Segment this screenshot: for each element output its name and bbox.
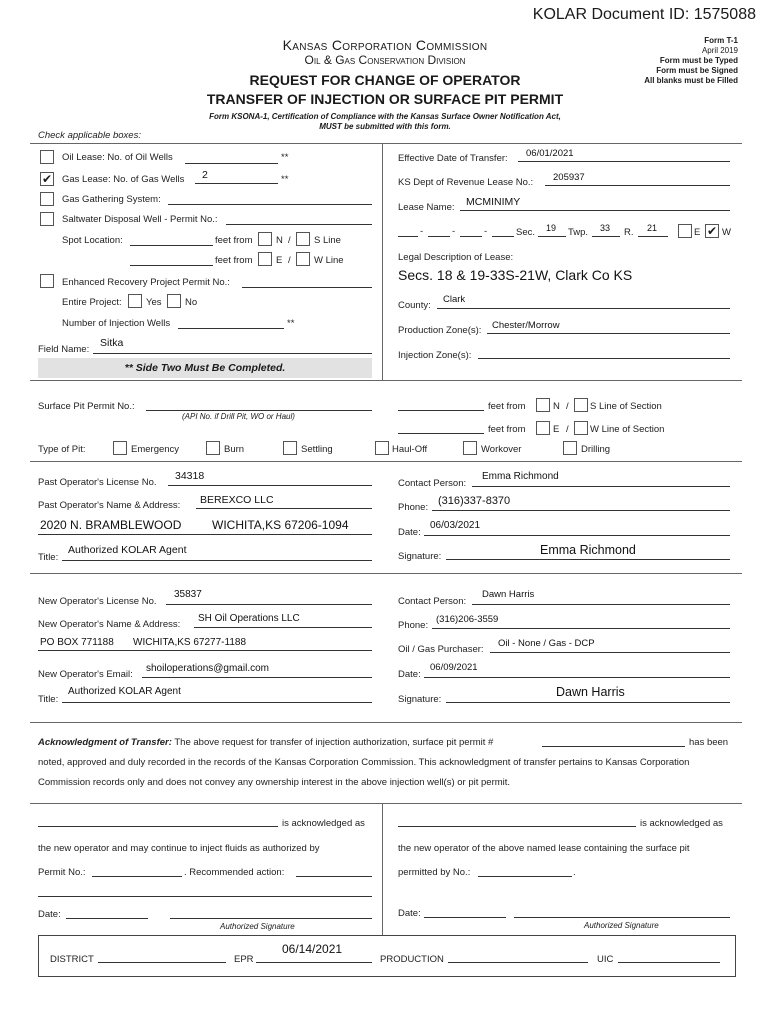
right-permitted-by-line (478, 876, 572, 877)
new-signature-label: Signature: (398, 694, 442, 705)
new-phone-line (432, 628, 730, 629)
right-ack-label: is acknowledged as (640, 818, 723, 829)
new-address-street[interactable]: PO BOX 771188 (40, 637, 114, 648)
legal-description-label: Legal Description of Lease: (398, 252, 514, 263)
range-w-checkbox[interactable]: ✔ (706, 224, 718, 238)
twp-value[interactable]: 33 (600, 223, 611, 233)
production-line (448, 962, 588, 963)
new-phone-label: Phone: (398, 620, 429, 631)
ksdor-lease-value[interactable]: 205937 (553, 172, 585, 183)
past-title-value[interactable]: Authorized KOLAR Agent (68, 544, 187, 556)
sec-line (538, 236, 566, 237)
sec-label: Sec. (516, 227, 536, 238)
spot-ns-slash: / (288, 235, 291, 246)
past-title-label: Title: (38, 552, 59, 563)
epr-line (256, 962, 372, 963)
production-zones-label: Production Zone(s): (398, 325, 482, 336)
pit-haul-off-checkbox[interactable] (375, 441, 389, 455)
left-ack-label: is acknowledged as (282, 818, 365, 829)
new-purchaser-label: Oil / Gas Purchaser: (398, 644, 484, 655)
ksdor-lease-line (545, 185, 730, 186)
entire-yes-label: Yes (146, 297, 162, 308)
ack-bold-label: Acknowledgment of Transfer: (38, 737, 172, 748)
left-date-line (66, 918, 148, 919)
form-title-1: REQUEST FOR CHANGE OF OPERATOR (249, 72, 521, 88)
pit-e-label: E (553, 424, 560, 435)
injection-zones-line (478, 358, 730, 359)
document-id: KOLAR Document ID: 1575088 (532, 6, 756, 23)
left-extra-line (38, 896, 372, 897)
injection-wells-label: Number of Injection Wells (62, 318, 171, 329)
right-period: . (573, 867, 576, 878)
form-revision: April 2019 (701, 46, 738, 55)
field-name-label: Field Name: (38, 344, 90, 355)
left-permit-label: Permit No.: (38, 867, 86, 878)
entire-yes-checkbox[interactable] (128, 294, 142, 308)
new-address-line (38, 650, 372, 651)
past-address-line (38, 534, 372, 535)
gas-wells-value[interactable]: 2 (202, 169, 208, 181)
left-signature-line (170, 918, 372, 919)
new-title-label: Title: (38, 694, 59, 705)
left-ack-text: the new operator and may continue to inject fluids as authorized by (38, 843, 320, 854)
form-title-2: TRANSFER OF INJECTION OR SURFACE PIT PERMIT (206, 91, 564, 107)
pit-type-label: Type of Pit: (38, 444, 86, 455)
new-signature-value[interactable]: Dawn Harris (556, 685, 625, 699)
swd-checkbox[interactable] (40, 212, 54, 226)
ksona-note-1: Form KSONA-1, Certification of Compliance with the Kansas Surface Owner Notification Act, (209, 112, 561, 121)
range-value[interactable]: 21 (647, 223, 658, 233)
past-license-line (168, 485, 372, 486)
pit-haul-off-label: Haul-Off (392, 444, 428, 455)
oil-lease-label: Oil Lease: No. of Oil Wells (62, 152, 173, 163)
new-date-line (424, 677, 730, 678)
new-email-line (142, 677, 372, 678)
past-name-line (196, 508, 372, 509)
spot-e-checkbox[interactable] (258, 252, 272, 266)
spot-s-label: S Line (314, 235, 341, 246)
gas-gathering-line (168, 204, 372, 205)
spot-w-checkbox[interactable] (296, 252, 310, 266)
past-date-label: Date: (398, 527, 421, 538)
entire-project-label: Entire Project: (62, 297, 122, 308)
ack-top-rule (30, 722, 742, 723)
side-two-text: ** Side Two Must Be Completed. (124, 362, 286, 374)
ack-line-1 (38, 737, 493, 748)
spot-location-label: Spot Location: (62, 235, 123, 246)
gas-wells-line (195, 183, 278, 184)
spot-w-label: W Line (314, 255, 344, 266)
past-date-value[interactable]: 06/03/2021 (430, 520, 481, 531)
range-e-checkbox[interactable] (678, 224, 692, 238)
check-boxes-label: Check applicable boxes: (38, 130, 141, 141)
pit-e-checkbox[interactable] (536, 421, 550, 435)
injection-zones-label: Injection Zone(s): (398, 350, 472, 361)
field-name-line (93, 353, 372, 354)
new-contact-label: Contact Person: (398, 596, 467, 607)
county-label: County: (398, 300, 431, 311)
past-address-city[interactable]: WICHITA,KS 67206-1094 (212, 518, 349, 532)
past-name-value[interactable]: BEREXCO LLC (200, 494, 274, 506)
right-permitted-by-label: permitted by No.: (398, 867, 471, 878)
past-signature-line (446, 559, 730, 560)
spot-ew-feet-from: feet from (215, 255, 253, 266)
pit-section-top-rule (30, 380, 742, 381)
swd-permit-line (226, 224, 372, 225)
oil-wells-line (185, 163, 278, 164)
new-contact-line (472, 604, 730, 605)
pit-w-checkbox[interactable] (574, 421, 588, 435)
form-number: Form T-1 (704, 36, 738, 45)
qtr-line-3 (460, 236, 482, 237)
range-e-label: E (694, 227, 701, 238)
new-email-value[interactable]: shoiloperations@gmail.com (146, 663, 269, 674)
range-w-label: W (722, 227, 731, 238)
new-name-line (194, 627, 372, 628)
pit-w-label: W Line of Section (590, 424, 665, 435)
pit-s-label: S Line of Section (590, 401, 662, 412)
new-name-address-label: New Operator's Name & Address: (38, 619, 181, 630)
oil-lease-checkbox[interactable] (40, 150, 54, 164)
pit-n-checkbox[interactable] (536, 398, 550, 412)
lease-name-label: Lease Name: (398, 202, 455, 213)
ack-line-3: Commission records only and does not convey any ownership interest in the above injection well(s) or pit permit. (38, 777, 511, 788)
pit-ns-feet-from: feet from (488, 401, 526, 412)
past-phone-line (432, 510, 730, 511)
spot-ew-feet-line (130, 265, 213, 266)
new-operator-top-rule (30, 573, 742, 574)
left-recommended-label: . Recommended action: (184, 867, 285, 878)
section1-divider (382, 143, 383, 380)
form-requirement-filled: All blanks must be Filled (644, 76, 738, 85)
district-line (98, 962, 226, 963)
new-contact-value[interactable]: Dawn Harris (482, 589, 535, 600)
district-label: DISTRICT (50, 954, 94, 965)
qtr-line-2 (428, 236, 450, 237)
right-date-line (424, 917, 506, 918)
twp-label: Twp. (568, 227, 589, 238)
spot-e-label: E (276, 255, 283, 266)
pit-burn-label: Burn (224, 444, 245, 455)
pit-drilling-checkbox[interactable] (563, 441, 577, 455)
injection-wells-line (178, 328, 284, 329)
twp-line (592, 236, 620, 237)
past-signature-value[interactable]: Emma Richmond (540, 543, 636, 557)
spot-ns-feet-from: feet from (215, 235, 253, 246)
gas-wells-stars: ** (281, 174, 289, 185)
past-signature-label: Signature: (398, 551, 442, 562)
lease-name-value[interactable]: MCMINIMY (466, 196, 521, 208)
past-operator-top-rule (30, 461, 742, 462)
field-name-value[interactable]: Sitka (100, 337, 124, 349)
qtr-dash-2: - (452, 226, 456, 237)
pit-ns-feet-line (398, 410, 484, 411)
past-name-address-label: Past Operator's Name & Address: (38, 500, 181, 511)
left-recommended-line (296, 876, 372, 877)
right-auth-signature: Authorized Signature (584, 921, 659, 930)
legal-description-value[interactable]: Secs. 18 & 19-33S-21W, Clark Co KS (398, 267, 633, 283)
pit-settling-label: Settling (301, 444, 333, 455)
production-zones-value[interactable]: Chester/Morrow (492, 320, 560, 331)
spot-s-checkbox[interactable] (296, 232, 310, 246)
form-requirement-typed: Form must be Typed (659, 56, 738, 65)
ack-line-1-text: The above request for transfer of injection authorization, surface pit permit # (174, 737, 494, 748)
spot-ns-feet-line (130, 245, 213, 246)
past-phone-value[interactable]: (316)337-8370 (438, 495, 511, 507)
new-name-value[interactable]: SH Oil Operations LLC (198, 613, 300, 624)
range-line (638, 236, 668, 237)
new-date-label: Date: (398, 669, 421, 680)
agency-name: Kansas Corporation Commission (282, 37, 488, 53)
epr-date-value[interactable]: 06/14/2021 (282, 942, 343, 956)
effective-date-label: Effective Date of Transfer: (398, 153, 508, 164)
left-date-label: Date: (38, 909, 61, 920)
new-email-label: New Operator's Email: (38, 669, 133, 680)
form-requirement-signed: Form must be Signed (656, 66, 738, 75)
uic-label: UIC (597, 954, 614, 965)
pit-workover-label: Workover (481, 444, 522, 455)
qtr-dash-1: - (420, 226, 424, 237)
oil-wells-stars: ** (281, 152, 289, 163)
sec-value[interactable]: 19 (546, 223, 557, 233)
ksdor-lease-label: KS Dept of Revenue Lease No.: (398, 177, 534, 188)
new-purchaser-line (490, 652, 730, 653)
pit-ew-slash: / (566, 424, 569, 435)
pit-n-label: N (553, 401, 560, 412)
ack-line-2: noted, approved and duly recorded in the records of the Kansas Corporation Commission. This acknowledgment of transfer pertains to Kansas Corporation (38, 757, 690, 768)
gas-lease-label: Gas Lease: No. of Gas Wells (62, 174, 185, 185)
pit-drilling-label: Drilling (581, 444, 611, 455)
eor-permit-line (242, 287, 372, 288)
new-address-city[interactable]: WICHITA,KS 67277-1188 (133, 637, 247, 648)
qtr-line-4 (492, 236, 514, 237)
county-value[interactable]: Clark (443, 294, 466, 305)
pit-emergency-checkbox[interactable] (113, 441, 127, 455)
new-phone-value[interactable]: (316)206-3559 (436, 614, 499, 625)
left-ack-line (38, 826, 278, 827)
swd-label: Saltwater Disposal Well - Permit No.: (62, 214, 218, 225)
left-auth-signature: Authorized Signature (220, 922, 295, 931)
pit-ew-feet-from: feet from (488, 424, 526, 435)
past-address-street[interactable]: 2020 N. BRAMBLEWOOD (40, 518, 182, 532)
right-signature-line (514, 917, 730, 918)
right-ack-text: the new operator of the above named lease containing the surface pit (398, 843, 690, 854)
division-name: Oil & Gas Conservation Division (304, 53, 466, 67)
new-date-value[interactable]: 06/09/2021 (430, 662, 478, 673)
past-license-label: Past Operator's License No. (38, 477, 157, 488)
spot-n-label: N (276, 235, 283, 246)
surface-pit-label: Surface Pit Permit No.: (38, 401, 135, 412)
qtr-dash-3: - (484, 226, 488, 237)
section1-top-rule (30, 143, 742, 144)
pit-settling-checkbox[interactable] (283, 441, 297, 455)
new-license-value[interactable]: 35837 (174, 589, 202, 600)
injection-wells-stars: ** (287, 318, 295, 329)
county-line (437, 308, 730, 309)
pit-emergency-label: Emergency (131, 444, 180, 455)
ack-has-been: has been (689, 737, 729, 748)
entire-no-label: No (185, 297, 198, 308)
right-ack-line (398, 826, 636, 827)
new-signature-line (446, 702, 730, 703)
qtr-line-1 (398, 236, 418, 237)
pit-workover-checkbox[interactable] (463, 441, 477, 455)
gas-lease-checkbox[interactable]: ✔ (41, 172, 53, 186)
past-contact-line (472, 486, 730, 487)
new-purchaser-value[interactable]: Oil - None / Gas - DCP (498, 638, 595, 649)
lease-name-line (460, 210, 730, 211)
eor-label: Enhanced Recovery Project Permit No.: (62, 277, 230, 288)
new-title-value[interactable]: Authorized KOLAR Agent (68, 686, 181, 697)
effective-date-value[interactable]: 06/01/2021 (526, 148, 574, 159)
pit-burn-checkbox[interactable] (206, 441, 220, 455)
effective-date-line (518, 161, 730, 162)
ksona-note-2: MUST be submitted with this form. (319, 122, 451, 131)
spot-ew-slash: / (288, 255, 291, 266)
gas-gathering-checkbox[interactable] (40, 192, 54, 206)
past-contact-value[interactable]: Emma Richmond (482, 471, 559, 482)
past-date-line (424, 535, 730, 536)
entire-no-checkbox[interactable] (167, 294, 181, 308)
range-label: R. (624, 227, 634, 238)
new-license-line (166, 604, 372, 605)
left-permit-line (92, 876, 182, 877)
ack-permit-line (542, 746, 685, 747)
production-zones-line (487, 333, 730, 334)
production-label: PRODUCTION (380, 954, 444, 965)
past-license-value[interactable]: 34318 (175, 470, 205, 482)
ack-bottom-rule (30, 803, 742, 804)
ack-divider (382, 803, 383, 935)
new-title-line (62, 702, 372, 703)
eor-checkbox[interactable] (40, 274, 54, 288)
right-date-label: Date: (398, 908, 421, 919)
pit-s-checkbox[interactable] (574, 398, 588, 412)
new-license-label: New Operator's License No. (38, 596, 157, 607)
past-title-line (62, 560, 372, 561)
epr-label: EPR (234, 954, 254, 965)
past-contact-label: Contact Person: (398, 478, 467, 489)
spot-n-checkbox[interactable] (258, 232, 272, 246)
surface-pit-sublabel: (API No. if Drill Pit, WO or Haul) (182, 412, 295, 421)
surface-pit-line (146, 410, 372, 411)
past-phone-label: Phone: (398, 502, 429, 513)
uic-line (618, 962, 720, 963)
pit-ew-feet-line (398, 433, 484, 434)
pit-ns-slash: / (566, 401, 569, 412)
gas-gathering-label: Gas Gathering System: (62, 194, 161, 205)
